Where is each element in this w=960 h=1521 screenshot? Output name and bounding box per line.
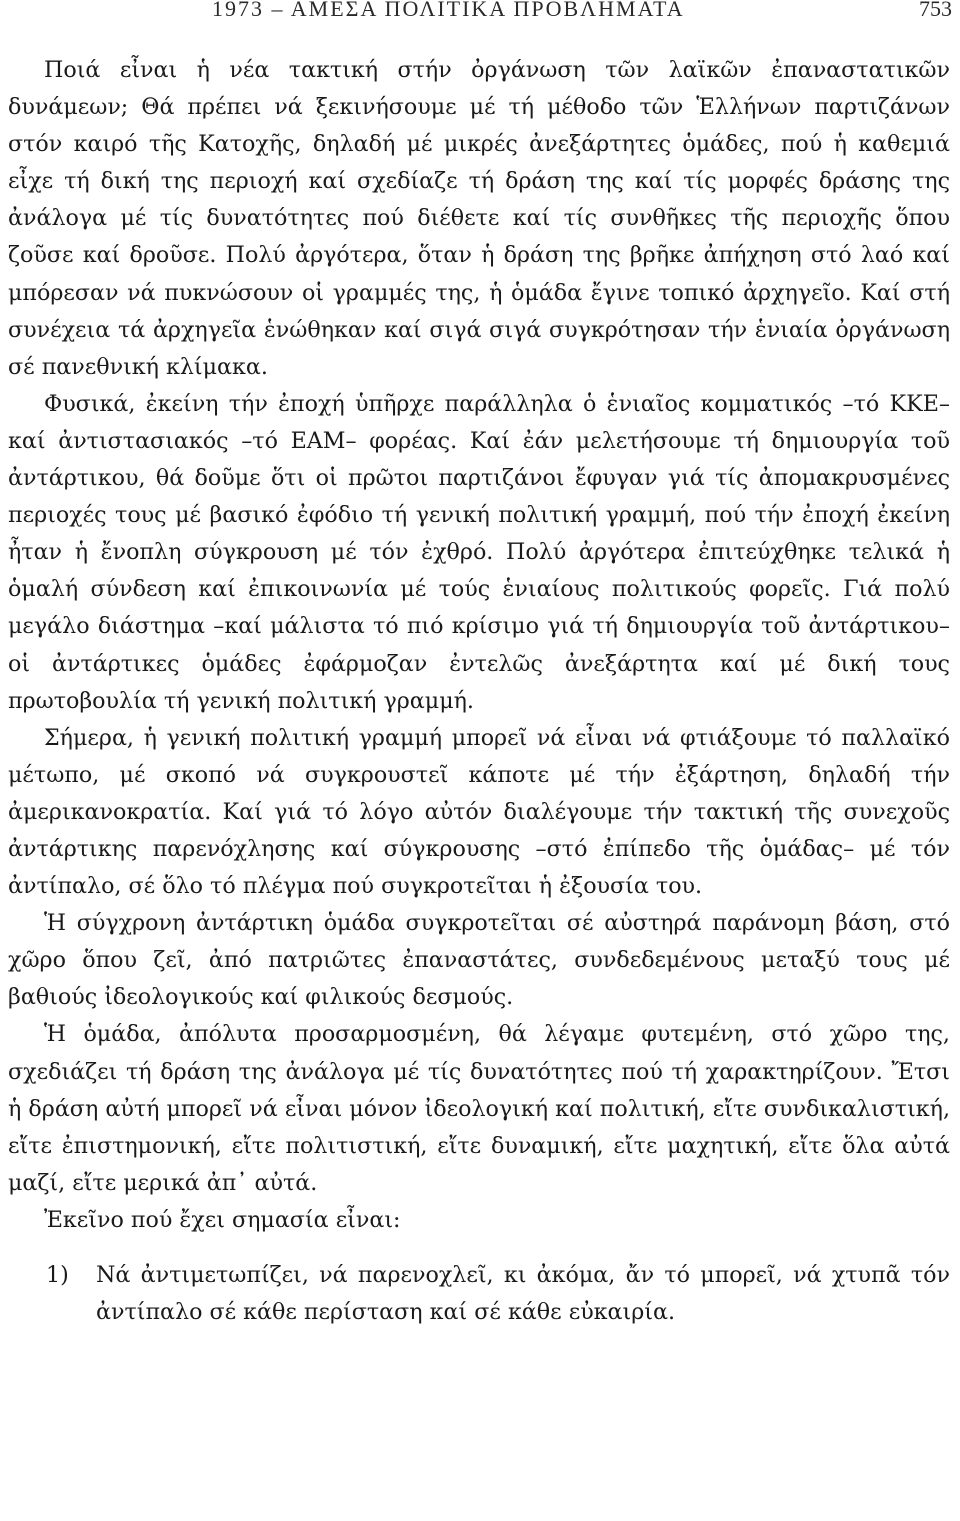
- paragraph-5: Ἡ ὁμάδα, ἀπόλυτα προσαρμοσμένη, θά λέγαμε φυτεμένη, στό χῶρο της, σχεδιάζει τή δράση της ἀνάλογα μέ τίς δυνατότητες πού τή χαρακτηρίζουν. Ἔτσι ἡ δράση αὐτή μπορεῖ νά εἶναι μόνον ἰδεολογική καί πολιτική, εἴτε συνδικαλιστική, εἴτε ἐπιστημονική, εἴτε πολιτιστική, εἴτε δυναμική, εἴτε μαχητική, εἴτε ὅλα αὐτά μαζί, εἴτε μερικά ἀπ᾽ αὐτά.: [8, 1021, 950, 1196]
- running-header: [212, 0, 952, 30]
- paragraph-2: Φυσικά, ἐκείνη τήν ἐποχή ὑπῆρχε παράλληλα ὁ ἑνιαῖος κομματικός –τό ΚΚΕ– καί ἀντιστασιακός –τό ΕΑΜ– φορέας. Καί ἐάν μελετήσουμε τή δημιουργία τοῦ ἀντάρτικου, θά δοῦμε ὅτι οἱ πρῶτοι παρτιζάνοι ἔφυγαν γιά τίς ἀπομακρυσμένες περιοχές τους μέ βασικό ἐφόδιο τή γενική πολιτική γραμμή, πού τήν ἐποχή ἐκείνη ἦταν ἡ ἔνοπλη σύγκρουση μέ τόν ἐχθρό. Πολύ ἀργότερα ἐπιτεύχθηκε τελικά ἡ ὁμαλή σύνδεση καί ἐπικοινωνία μέ τούς ἑνιαίους πολιτικούς φορεῖς. Γιά πολύ μεγάλο διάστημα –καί μάλιστα τό πιό κρίσιμο γιά τή δημιουργία τοῦ ἀντάρτικου– οἱ ἀντάρτικες ὁμάδες ἐφάρμοζαν ἐντελῶς ἀνεξάρτητα καί μέ δική τους πρωτοβουλία τή γενική πολιτική γραμμή.: [8, 390, 950, 714]
- list-item-number: 1): [46, 1262, 69, 1288]
- page-body: [8, 52, 950, 1331]
- paragraph-4: Ἡ σύγχρονη ἀντάρτικη ὁμάδα συγκροτεῖται σέ αὐστηρά παράνομη βάση, στό χῶρο ὅπου ζεῖ, ἀπό πατριῶτες ἐπαναστάτες, συνδεδεμένους μεταξύ τους μέ βαθιούς ἰδεολογικούς καί φιλικούς δεσμούς.: [8, 910, 950, 1011]
- page-number: 753: [919, 0, 952, 21]
- list-item: [8, 1257, 950, 1331]
- paragraph-1: Ποιά εἶναι ἡ νέα τακτική στήν ὀργάνωση τῶν λαϊκῶν ἐπαναστατικῶν δυνάμεων; Θά πρέπει νά ξεκινήσουμε μέ τή μέθοδο τῶν Ἑλλήνων παρτιζάνων στόν καιρό τῆς Κατοχῆς, δηλαδή μέ μικρές ἀνεξάρτητες ὁμάδες, πού ἡ καθεμιά εἶχε τή δική της περιοχή καί σχεδίαζε τή δράση της καί τίς μορφές δράσης της ἀνάλογα μέ τίς δυνατότητες πού διέθετε καί τίς συνθῆκες τῆς περιοχῆς ὅπου ζοῦσε καί δροῦσε. Πολύ ἀργότερα, ὅταν ἡ δράση της βρῆκε ἀπήχηση στό λαό καί μπόρεσαν νά πυκνώσουν οἱ γραμμές της, ἡ ὁμάδα ἔγινε τοπικό ἀρχηγεῖο. Καί στή συνέχεια τά ἀρχηγεῖα ἑνώθηκαν καί σιγά σιγά συγκρότησαν τήν ἑνιαία ὀργάνωση σέ πανεθνική κλίμακα.: [8, 57, 950, 380]
- list-item-text: Νά ἀντιμετωπίζει, νά παρενοχλεῖ, κι ἀκόμα, ἄν τό μπορεῖ, νά χτυπᾶ τόν ἀντίπαλο σέ κάθε περίσταση καί σέ κάθε εὐκαιρία.: [96, 1262, 950, 1326]
- header-title: 1973 – ΑΜΕΣΑ ΠΟΛΙΤΙΚΑ ΠΡΟΒΛΗΜΑΤΑ: [212, 0, 685, 21]
- paragraph-3: Σήμερα, ἡ γενική πολιτική γραμμή μπορεῖ νά εἶναι νά φτιάξουμε τό παλλαϊκό μέτωπο, μέ σκοπό νά συγκρουστεῖ κάποτε μέ τήν ἐξάρτηση, δηλαδή τήν ἀμερικανοκρατία. Καί γιά τό λόγο αὐτόν διαλέγουμε τήν τακτική τῆς συνεχοῦς ἀντάρτικης παρενόχλησης καί σύγκρουσης –στό ἐπίπεδο τῆς ὁμάδας– μέ τόν ἀντίπαλο, σέ ὅλο τό πλέγμα πού συγκροτεῖται ἡ ἐξουσία του.: [8, 724, 950, 900]
- paragraph-6: Ἐκεῖνο πού ἔχει σημασία εἶναι:: [44, 1206, 401, 1233]
